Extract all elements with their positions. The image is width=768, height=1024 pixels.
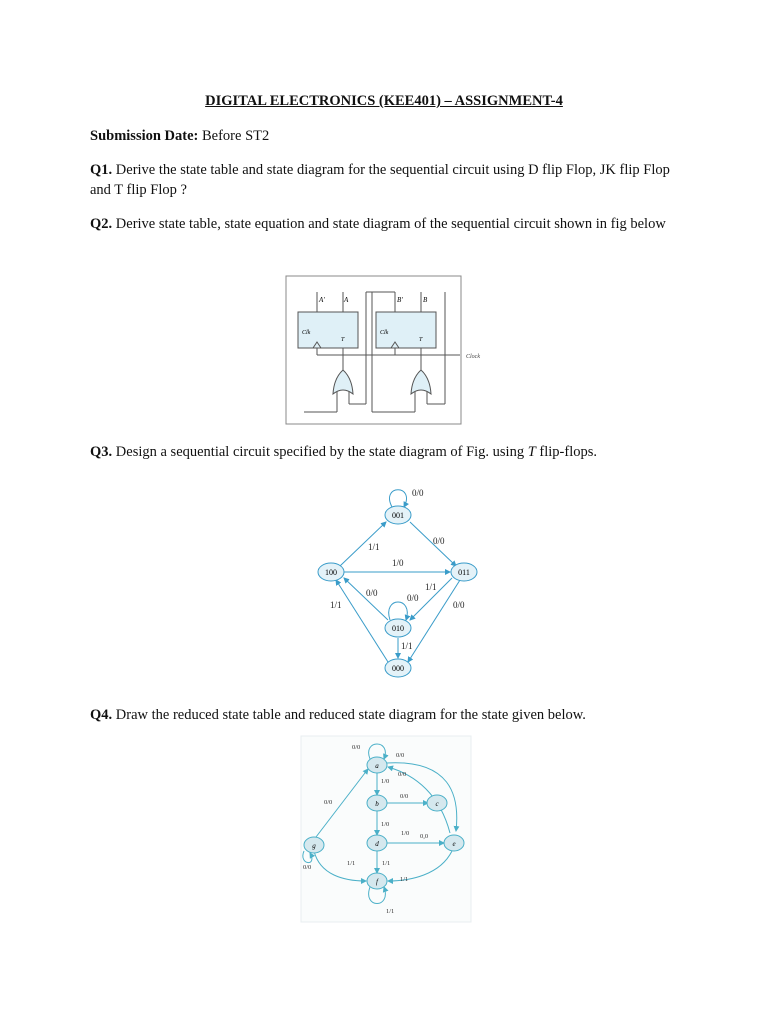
svg-text:100: 100 <box>325 568 337 577</box>
state-001 <box>385 506 411 524</box>
state-a <box>367 757 387 773</box>
label-001-011: 0/0 <box>433 536 445 546</box>
q4-state-diagram <box>300 735 472 923</box>
question-1-text: Derive the state table and state diagram for the sequential circuit using D flip Flop, JK flip Flop and T flip Flop ? <box>90 162 670 198</box>
svg-text:d: d <box>375 840 379 848</box>
svg-text:c: c <box>435 800 439 808</box>
label-d-e-2: 0,0 <box>420 833 429 840</box>
question-3-text-after: flip-flops. <box>539 444 598 460</box>
or-gate-a <box>333 370 353 394</box>
label-self-f: 1/1 <box>386 908 395 915</box>
label-g-f: 1/1 <box>347 860 356 867</box>
state-g <box>304 837 324 853</box>
submission-label: Submission Date: <box>90 128 199 144</box>
submission-value: Before ST2 <box>202 128 270 144</box>
submission-line <box>90 126 690 146</box>
q3-state-diagram <box>300 470 500 690</box>
question-4-text: Draw the reduced state table and reduced state diagram for the state given below. <box>115 707 586 723</box>
ff-b-out-comp: B' <box>397 296 403 304</box>
svg-text:e: e <box>452 840 456 848</box>
state-011 <box>451 563 477 581</box>
question-4 <box>90 705 690 725</box>
svg-text:f: f <box>376 878 378 886</box>
svg-text:b: b <box>375 800 379 808</box>
svg-text:a: a <box>375 762 379 770</box>
label-b-d: 1/0 <box>381 821 390 828</box>
ff-a-t: T <box>341 337 345 343</box>
svg-text:001: 001 <box>392 511 404 520</box>
label-self-001: 0/0 <box>412 488 424 498</box>
question-1-label: Q1. <box>90 162 113 178</box>
label-self-010: 0/0 <box>407 593 419 603</box>
ff-b-t: T <box>419 337 423 343</box>
label-e-a: 0/0 <box>398 771 407 778</box>
label-g-a: 0/0 <box>324 799 333 806</box>
state-010 <box>385 619 411 637</box>
label-d-e: 1/0 <box>401 830 410 837</box>
svg-text:g: g <box>312 842 316 850</box>
question-1 <box>90 160 690 200</box>
ff-b-out: B <box>423 296 428 304</box>
question-3-label: Q3. <box>90 444 113 460</box>
svg-text:011: 011 <box>458 568 470 577</box>
question-3-text-before: Design a sequential circuit specified by the state diagram of Fig. using <box>115 444 525 460</box>
label-000-100: 1/1 <box>330 600 342 610</box>
state-f <box>367 873 387 889</box>
clock-label: Clock <box>466 354 480 360</box>
state-b <box>367 795 387 811</box>
question-2-text: Derive state table, state equation and state diagram of the sequential circuit shown in fig below <box>115 216 666 232</box>
state-e <box>444 835 464 851</box>
ff-b-clk: Clk <box>380 330 389 336</box>
label-010-100: 0/0 <box>366 588 378 598</box>
question-3-var: T <box>527 444 536 460</box>
label-011-010: 1/1 <box>425 582 437 592</box>
ff-a-out-comp: A' <box>319 296 325 304</box>
question-2 <box>90 214 690 234</box>
svg-text:010: 010 <box>392 624 404 633</box>
ff-a-out: A <box>344 296 349 304</box>
question-4-label: Q4. <box>90 707 113 723</box>
label-a-b: 1/0 <box>381 778 390 785</box>
label-100-001: 1/1 <box>368 542 380 552</box>
state-000 <box>385 659 411 677</box>
state-c <box>427 795 447 811</box>
label-d-f: 1/1 <box>382 860 391 867</box>
q2-circuit-diagram <box>280 270 490 430</box>
state-100 <box>318 563 344 581</box>
state-d <box>367 835 387 851</box>
label-a-e: 0/0 <box>396 752 405 759</box>
question-2-label: Q2. <box>90 216 113 232</box>
label-010-000: 1/1 <box>401 641 413 651</box>
page-title: DIGITAL ELECTRONICS (KEE401) – ASSIGNMENT-4 <box>205 93 563 109</box>
label-self-a: 0/0 <box>352 744 361 751</box>
or-gate-b <box>411 370 431 394</box>
label-011-000: 0/0 <box>453 600 465 610</box>
label-e-f: 1/1 <box>400 876 409 883</box>
question-3 <box>90 442 690 462</box>
ff-a-clk: Clk <box>302 330 311 336</box>
label-self-g: 0/0 <box>303 864 312 871</box>
label-100-011: 1/0 <box>392 558 404 568</box>
svg-text:000: 000 <box>392 664 404 673</box>
label-b-c: 0/0 <box>400 793 409 800</box>
